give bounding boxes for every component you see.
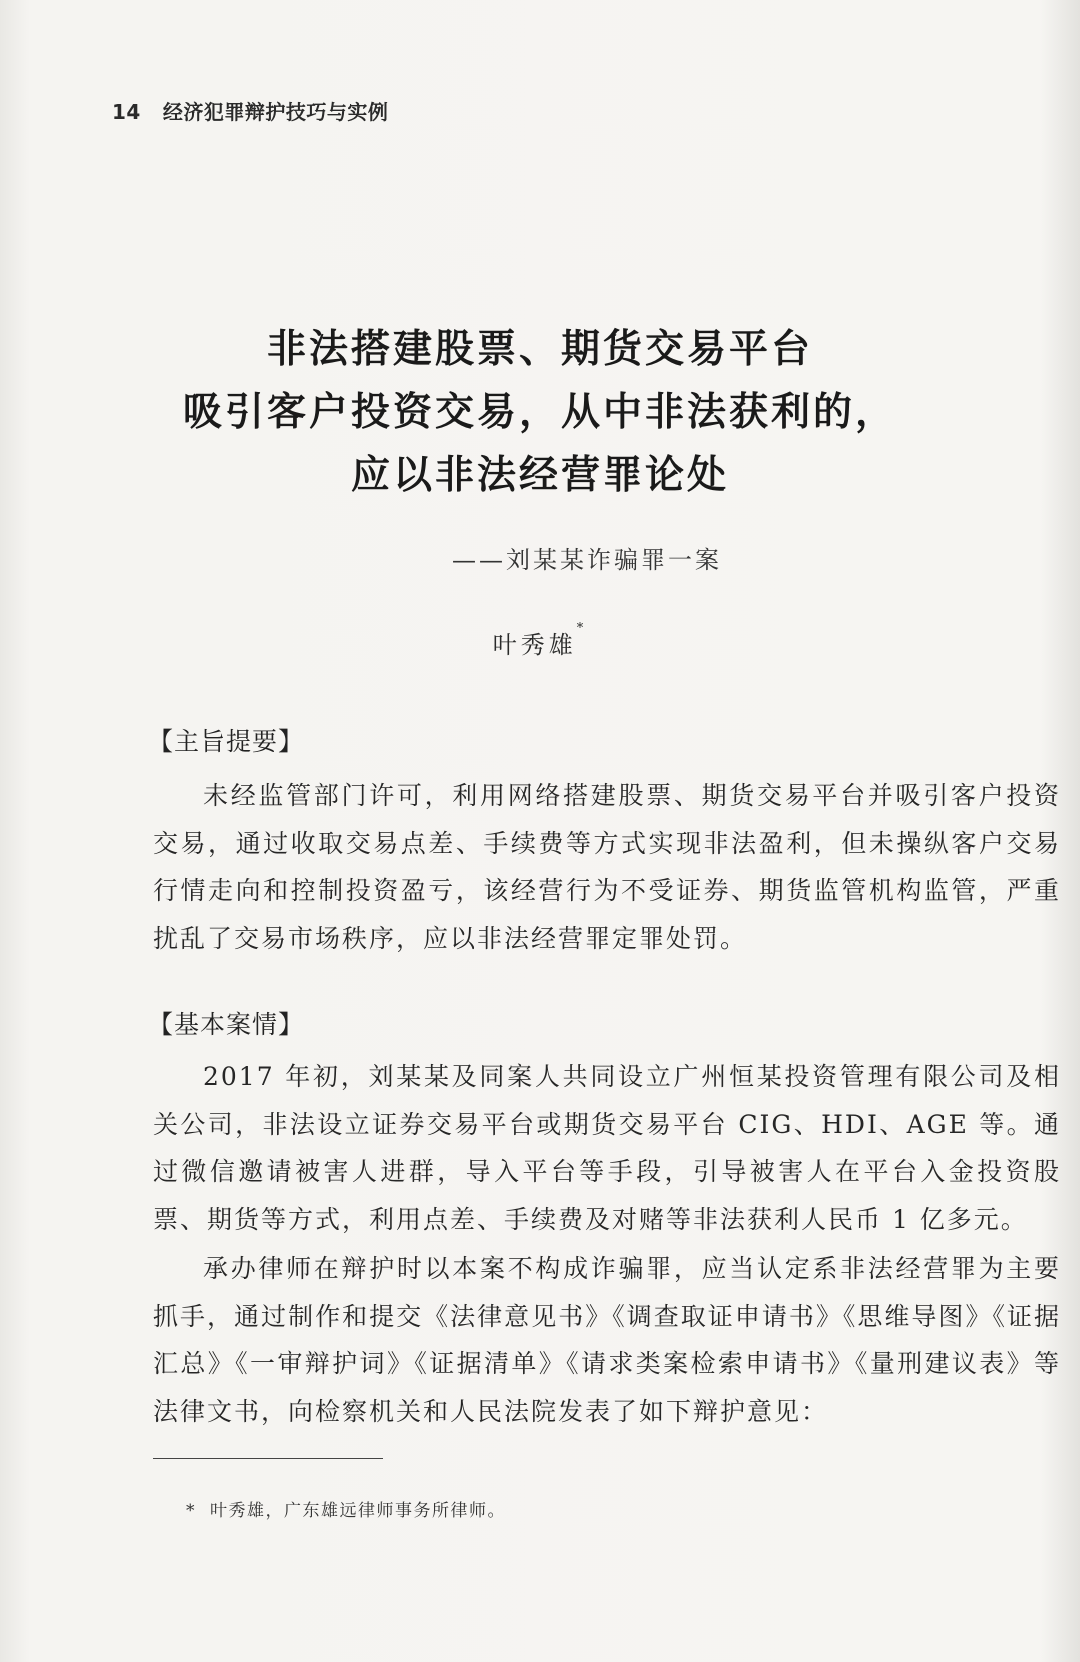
footnote-mark: * xyxy=(186,1501,196,1521)
author-footnote-mark: * xyxy=(576,621,588,636)
summary-paragraph: 未经监管部门许可，利用网络搭建股票、期货交易平台并吸引客户投资交易，通过收取交易点差、手续费等方式实现非法盈利，但未操纵客户交易行情走向和控制投资盈亏，该经营行为不受证券、期货监管机构监管，严重扰乱了交易市场秩序，应以非法经营罪定罪处罚。 xyxy=(153,781,1061,953)
author xyxy=(0,621,1080,660)
author-name: 叶秀雄 xyxy=(492,631,577,659)
footnote-text: 叶秀雄，广东雄远律师事务所律师。 xyxy=(210,1501,506,1521)
page-number: 14 xyxy=(112,100,141,124)
section-heading-summary: 【主旨提要】 xyxy=(148,727,305,756)
facts-paragraph-2: 承办律师在辩护时以本案不构成诈骗罪，应当认定系非法经营罪为主要抓手，通过制作和提交《法律意见书》《调查取证申请书》《思维导图》《证据汇总》《一审辩护词》《证据清单》《请求类案检索申请书》《量刑建议表》等法律文书，向检察机关和人民法院发表了如下辩护意见： xyxy=(153,1254,1061,1426)
facts-paragraph-1: 2017 年初，刘某某及同案人共同设立广州恒某投资管理有限公司及相关公司，非法设立证券交易平台或期货交易平台 CIG、HDI、AGE 等。通过微信邀请被害人进群，导入平台等手段，引导被害人在平台入金投资股票、期货等方式，利用点差、手续费及对赌等非法获利人民币 1 亿多元。 xyxy=(153,1062,1061,1234)
article-subtitle: ——刘某某诈骗罪一案 xyxy=(452,546,722,574)
title-line-2: 吸引客户投资交易，从中非法获利的， xyxy=(182,390,897,435)
footnote-divider xyxy=(153,1458,383,1459)
title-line-3: 应以非法经营罪论处 xyxy=(350,453,729,498)
article-title xyxy=(0,327,1080,519)
running-head xyxy=(112,96,388,125)
section-heading-facts: 【基本案情】 xyxy=(148,1010,305,1039)
book-title: 经济犯罪辩护技巧与实例 xyxy=(162,100,389,124)
footnote xyxy=(186,1496,506,1521)
title-line-1: 非法搭建股票、期货交易平台 xyxy=(266,327,813,372)
